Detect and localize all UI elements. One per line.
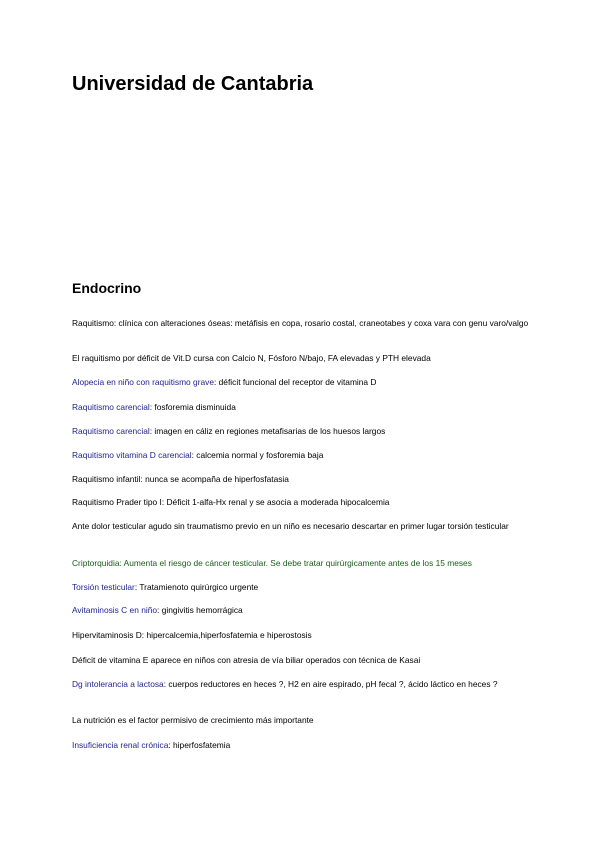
section-heading: Endocrino — [72, 280, 142, 296]
entry-alopecia — [72, 376, 534, 388]
entry-intolerancia-lactosa — [72, 678, 534, 690]
entry-text: Criptorquidia: Aumenta el riesgo de cáncer testicular. Se debe tratar quirúrgicamente antes de los 15 meses — [72, 558, 472, 568]
entry-deficit-vitamina-e — [72, 654, 534, 666]
entry-insuficiencia-renal — [72, 739, 534, 751]
entry-hipervitaminosis-d — [72, 629, 534, 641]
entry-torsion-testicular — [72, 581, 534, 593]
page-title: Universidad de Cantabria — [72, 73, 314, 95]
entry-text: : cuerpos reductores en heces ?, H2 en aire espirado, pH fecal ?, ácido láctico en heces ? — [163, 679, 498, 689]
entry-text: Raquitismo infantil: nunca se acompaña de hiperfosfatasia — [72, 474, 289, 484]
entry-term: Dg intolerancia a lactosa — [72, 679, 164, 689]
entry-text: : Tratamienoto quirúrgico urgente — [134, 582, 259, 592]
entry-raquitismo-prader — [72, 496, 534, 508]
entry-text: : déficit funcional del receptor de vitamina D — [214, 377, 377, 387]
entry-term: Alopecia en niño con raquitismo grave — [72, 377, 214, 387]
entry-term: Raquitismo carencial — [72, 402, 150, 412]
entry-text: Déficit de vitamina E aparece en niños con atresia de vía biliar operados con técnica de Kasai — [72, 655, 421, 665]
entry-text: Raquitismo: clínica con alteraciones óseas: metáfisis en copa, rosario costal, craneotabes y coxa vara con genu varo/valgo — [72, 318, 529, 328]
entry-raquitismo-carencial-caliz — [72, 425, 534, 437]
entry-term: Raquitismo carencial — [72, 426, 150, 436]
entry-text: El raquitismo por déficit de Vit.D cursa con Calcio N, Fósforo N/bajo, FA elevadas y PTH elevada — [72, 353, 431, 363]
entry-dolor-testicular — [72, 520, 534, 532]
entry-term: Torsión testicular — [72, 582, 135, 592]
entry-term: Avitaminosis C en niño — [72, 605, 158, 615]
entry-text: : fosforemia disminuida — [149, 402, 236, 412]
entry-term: Insuficiencia renal crónica — [72, 740, 169, 750]
entry-nutricion — [72, 714, 534, 726]
entry-avitaminosis-c — [72, 604, 534, 616]
entry-text: : calcemia normal y fosforemia baja — [191, 450, 324, 460]
entry-text: La nutrición es el factor permisivo de crecimiento más importante — [72, 715, 314, 725]
entry-text: Raquitismo Prader tipo I: Déficit 1-alfa-Hx renal y se asocia a moderada hipocalcemia — [72, 497, 390, 507]
entry-text: : hiperfosfatemia — [168, 740, 231, 750]
entry-text: : gingivitis hemorrágica — [157, 605, 243, 615]
entry-raquitismo-clinica — [72, 317, 534, 329]
entry-raquitismo-deficit-vitd — [72, 352, 534, 364]
entry-text: Hipervitaminosis D: hipercalcemia,hiperfosfatemia e hiperostosis — [72, 630, 312, 640]
entry-criptorquidia — [72, 557, 534, 569]
entry-text: : imagen en cáliz en regiones metafisarias de los huesos largos — [149, 426, 386, 436]
entry-raquitismo-infantil — [72, 473, 534, 485]
entry-term: Raquitismo vitamina D carencial — [72, 450, 192, 460]
entry-raquitismo-carencial-fosforemia — [72, 401, 534, 413]
entry-raquitismo-vitd-carencial — [72, 449, 534, 461]
entry-text: Ante dolor testicular agudo sin traumatismo previo en un niño es necesario descartar en primer lugar torsión testicular — [72, 521, 509, 531]
